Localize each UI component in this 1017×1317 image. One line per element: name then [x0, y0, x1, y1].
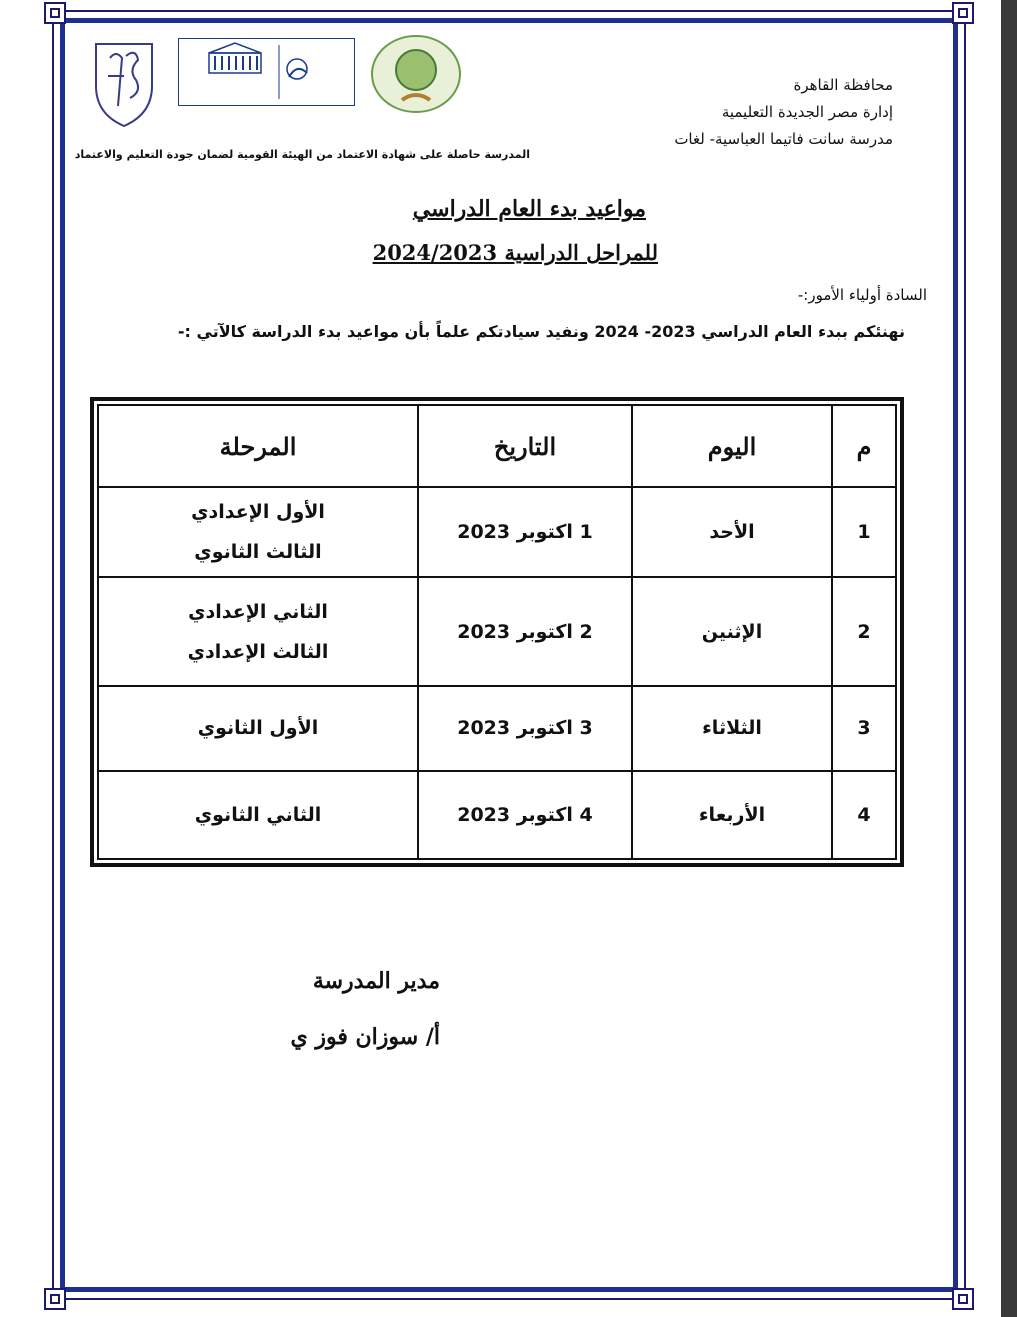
- school-shield-logo: [92, 36, 156, 128]
- row-day: الأحد: [632, 487, 832, 577]
- intro-paragraph: نهنئكم ببدء العام الدراسي 2023- 2024 ونفيد سيادتكم علماً بأن مواعيد بدء الدراسة كالآتي :-: [177, 322, 905, 341]
- stage-line: الثالث الثانوي: [194, 541, 322, 564]
- table-header-row: [98, 405, 896, 487]
- row-num: 3: [832, 686, 896, 770]
- row-day: الإثنين: [632, 577, 832, 686]
- row-date: 2 اكتوبر 2023: [418, 577, 632, 686]
- governorate-text: محافظة القاهرة: [793, 76, 893, 94]
- border-corner-ornament: [952, 2, 974, 24]
- row-stage: [98, 686, 418, 770]
- school-header: [563, 72, 893, 153]
- schedule-table: [97, 404, 897, 860]
- header-date: التاريخ: [418, 405, 632, 487]
- unesco-logo: [178, 38, 355, 106]
- signature-name: أ/ سوزان فوز ي: [290, 1024, 440, 1050]
- row-day: الأربعاء: [632, 771, 832, 859]
- row-date: 3 اكتوبر 2023: [418, 686, 632, 770]
- row-stage: [98, 577, 418, 686]
- row-day: الثلاثاء: [632, 686, 832, 770]
- row-num: 1: [832, 487, 896, 577]
- stage-line: الثاني الإعدادي: [188, 600, 328, 623]
- row-num: 4: [832, 771, 896, 859]
- greeting-text: السادة أولياء الأمور:-: [797, 286, 927, 304]
- header-num: م: [832, 405, 896, 487]
- stage-line: الأول الإعدادي: [191, 501, 325, 524]
- border-corner-ornament: [44, 1288, 66, 1310]
- schedule-table-frame: [90, 397, 904, 867]
- stage-line: الثاني الثانوي: [194, 803, 322, 826]
- row-date: 1 اكتوبر 2023: [418, 487, 632, 577]
- row-stage: [98, 771, 418, 859]
- border-corner-ornament: [44, 2, 66, 24]
- row-stage: [98, 487, 418, 577]
- table-row: [98, 771, 896, 859]
- table-row: [98, 577, 896, 686]
- table-row: [98, 686, 896, 770]
- document-title: مواعيد بدء العام الدراسي: [412, 196, 646, 222]
- accreditation-note: المدرسة حاصلة على شهادة الاعتماد من الهيئة القومية لضمان جودة التعليم والاعتماد: [74, 148, 530, 161]
- table-row: [98, 487, 896, 577]
- signature-title: مدير المدرسة: [312, 968, 440, 994]
- header-stage: المرحلة: [98, 405, 418, 487]
- border-corner-ornament: [952, 1288, 974, 1310]
- document-subtitle: للمراحل الدراسية 2024/2023: [372, 240, 658, 265]
- directorate-text: إدارة مصر الجديدة التعليمية: [721, 103, 893, 121]
- header-day: اليوم: [632, 405, 832, 487]
- row-num: 2: [832, 577, 896, 686]
- arab-schools-logo: [366, 34, 466, 118]
- school-name-text: مدرسة سانت فاتيما العباسية- لغات: [674, 130, 893, 148]
- page-edge: [1001, 0, 1017, 1317]
- stage-line: الثالث الإعدادي: [187, 640, 329, 663]
- stage-line: الأول الثانوي: [197, 717, 319, 740]
- row-date: 4 اكتوبر 2023: [418, 771, 632, 859]
